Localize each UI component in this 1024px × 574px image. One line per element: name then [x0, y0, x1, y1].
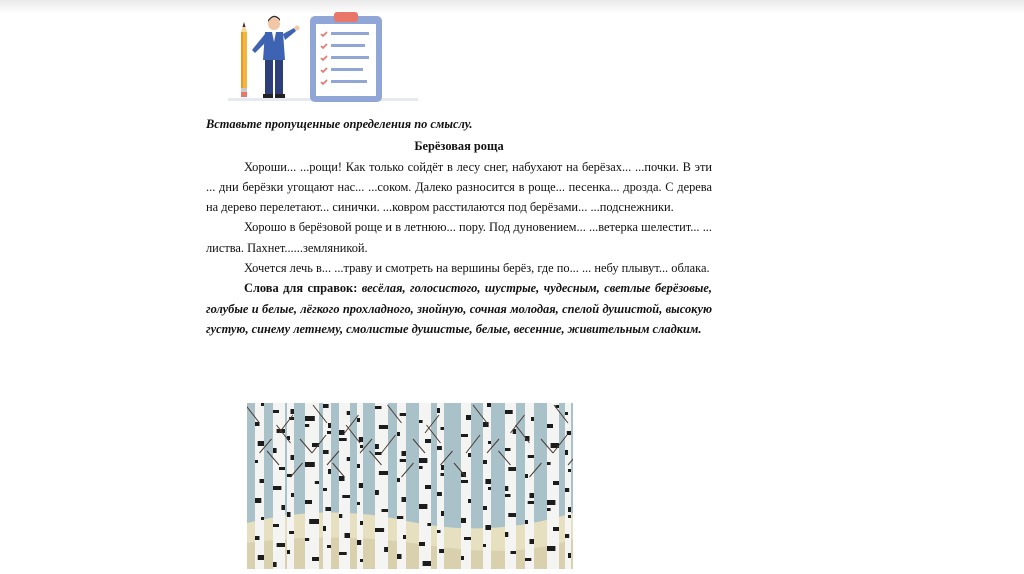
birch-bark-mark — [505, 410, 513, 414]
birch-bark-mark — [468, 453, 471, 457]
birch-bark-mark — [485, 525, 491, 530]
birch-bark-mark — [547, 462, 551, 465]
birch-bark-mark — [437, 492, 442, 496]
birch-bark-mark — [261, 403, 264, 406]
birch-bark-mark — [360, 559, 363, 562]
birch-bark-mark — [461, 480, 468, 483]
birch-bark-mark — [441, 427, 445, 430]
birch-bark-mark — [289, 531, 294, 534]
birch-bark-mark — [419, 458, 427, 463]
birch-bark-mark — [357, 464, 360, 468]
birch-bark-mark — [568, 515, 571, 518]
birch-bark-mark — [483, 460, 487, 464]
birch-bark-mark — [525, 474, 528, 478]
birch-bark-mark — [315, 481, 319, 484]
birch-bark-mark — [568, 507, 571, 512]
birch-bark-mark — [339, 430, 345, 435]
birch-bark-mark — [397, 554, 402, 559]
birch-bark-mark — [273, 524, 279, 527]
person-icon — [252, 16, 300, 98]
birch-bark-mark — [565, 488, 569, 492]
birch-bark-mark — [339, 514, 342, 518]
birch-bark-mark — [281, 505, 285, 510]
birch-bark-mark — [565, 450, 568, 455]
birch-bark-mark — [291, 455, 295, 460]
birch-trunk — [461, 403, 471, 569]
birch-bark-mark — [525, 520, 528, 524]
birch-bark-mark — [397, 432, 400, 436]
birch-trunk — [397, 403, 406, 569]
birch-bark-mark — [553, 527, 559, 531]
birch-bark-mark — [505, 486, 508, 491]
birch-bark-mark — [273, 448, 277, 453]
birch-bark-mark — [483, 544, 486, 547]
birch-bark-mark — [419, 542, 425, 546]
birch-bark-mark — [400, 413, 406, 416]
birch-bark-mark — [312, 557, 319, 561]
birch-bark-mark — [461, 518, 466, 523]
birch-bark-mark — [360, 521, 363, 525]
birch-bark-mark — [437, 408, 440, 413]
birch-bark-mark — [437, 530, 441, 533]
birch-bark-mark — [505, 448, 511, 451]
birch-bark-mark — [485, 479, 491, 484]
birch-bark-mark — [375, 490, 379, 495]
birch-bark-mark — [291, 409, 295, 414]
birch-trunk — [565, 403, 571, 569]
birch-bark-mark — [305, 424, 309, 427]
birch-bark-mark — [277, 543, 285, 547]
birch-bark-mark — [327, 545, 331, 548]
birch-grove-illustration — [247, 403, 573, 569]
birch-bark-mark — [441, 511, 444, 516]
birch-bark-mark — [339, 438, 347, 441]
birch-bark-mark — [287, 512, 291, 517]
birch-trunk — [287, 403, 294, 569]
birch-bark-mark — [425, 485, 431, 489]
birch-bark-mark — [359, 483, 363, 488]
birch-bark-mark — [525, 558, 531, 561]
birch-bark-mark — [397, 516, 403, 519]
document-body — [206, 114, 712, 339]
birch-bark-mark — [379, 425, 388, 429]
birch-bark-mark — [287, 550, 290, 554]
birch-bark-mark — [325, 507, 331, 511]
paragraph-1: Хороши... ...рощи! Как только сойдёт в лесу снег, набухают на берёзах... ...почки. В эти ... дни берёзки угощают нас... ...соком. Далеко разносится в роще... песенка... дрозда. С дерева на дерево перелетают... синички. ...ковром расстилаются под берёзами... ...подснежники. — [206, 159, 712, 215]
birch-bark-mark — [305, 500, 312, 504]
birch-bark-mark — [437, 446, 442, 450]
birch-bark-mark — [382, 509, 389, 512]
birch-bark-mark — [547, 500, 555, 505]
birch-bark-mark — [483, 506, 487, 510]
pencil-icon — [241, 22, 247, 97]
paragraph-2: Хорошо в берёзовой роще и в летнюю... пору. Под дуновением... ...ветерка шелестит... ... листва. Пахнет......земляникой. — [206, 220, 712, 255]
birch-bark-mark — [464, 537, 471, 540]
person-with-pencil-and-checklist-icon — [228, 10, 418, 106]
birch-trunk — [255, 403, 264, 569]
birch-bark-mark — [488, 441, 491, 444]
birch-bark-mark — [419, 420, 423, 423]
birch-bark-mark — [466, 415, 471, 420]
birch-bark-mark — [568, 469, 571, 472]
reference-label: Слова для справок: — [244, 281, 358, 296]
birch-bark-mark — [305, 416, 315, 421]
birch-bark-mark — [379, 471, 388, 475]
birch-bark-mark — [273, 562, 277, 567]
birch-bark-mark — [347, 411, 350, 415]
birch-bark-mark — [505, 494, 511, 497]
birch-bark-mark — [487, 403, 491, 407]
birch-bark-mark — [323, 404, 329, 408]
birch-bark-mark — [505, 532, 508, 537]
birch-bark-mark — [402, 497, 407, 502]
birch-bark-mark — [255, 460, 258, 463]
birch-bark-mark — [357, 502, 360, 505]
birch-bark-mark — [375, 528, 384, 532]
birch-bark-mark — [531, 417, 534, 421]
birch-bark-mark — [375, 444, 379, 449]
birch-bark-mark — [323, 526, 326, 531]
birch-bark-mark — [528, 501, 534, 504]
birch-bark-mark — [530, 493, 535, 498]
birch-trunk — [525, 403, 534, 569]
birch-bark-mark — [309, 519, 319, 524]
birch-bark-mark — [402, 451, 407, 456]
birch-bark-mark — [347, 457, 350, 461]
birch-bark-mark — [565, 534, 569, 538]
birch-bark-mark — [547, 424, 553, 428]
birch-bark-mark — [441, 473, 445, 476]
birch-bark-mark — [553, 481, 559, 485]
birch-bark-mark — [508, 513, 516, 517]
birch-bark-mark — [427, 523, 431, 526]
birch-bark-mark — [342, 495, 350, 498]
birch-bark-mark — [423, 561, 431, 566]
birch-bark-mark — [397, 478, 400, 482]
birch-bark-mark — [258, 441, 264, 446]
birch-bark-mark — [488, 487, 491, 490]
birch-bark-mark — [403, 535, 406, 539]
birch-bark-mark — [375, 452, 382, 455]
reference-words — [206, 278, 712, 339]
birch-bark-mark — [255, 498, 261, 503]
birch-bark-mark — [419, 466, 423, 469]
birch-bark-mark — [384, 547, 388, 552]
birch-bark-mark — [323, 450, 329, 454]
birch-bark-mark — [359, 437, 363, 442]
birch-bark-mark — [273, 486, 281, 490]
birch-bark-mark — [291, 493, 294, 497]
birch-bark-mark — [483, 422, 489, 427]
birch-trunk — [305, 403, 319, 569]
birch-bark-mark — [260, 479, 265, 483]
reference-list: весёлая, голосистого, шустрые, чудесным, светлые берёзовые, голубые и белые, лёгкого прохладного, знойную, сочная молодая, спелой душистой, высокую густую, синему летнему, смолистые душистые, белые, весенние, живительным сладким. — [206, 281, 712, 336]
birch-bark-mark — [261, 517, 264, 520]
clipboard-checklist-icon — [310, 12, 382, 102]
birch-bark-mark — [339, 552, 347, 555]
birch-bark-mark — [360, 445, 363, 448]
birch-bark-mark — [400, 459, 406, 462]
birch-bark-mark — [328, 469, 331, 474]
birch-bark-mark — [357, 540, 361, 545]
birch-bark-mark — [461, 556, 464, 560]
birch-bark-mark — [508, 467, 516, 471]
birch-bark-mark — [345, 533, 351, 538]
birch-bark-mark — [468, 499, 471, 503]
birch-bark-mark — [323, 488, 327, 491]
birch-bark-mark — [375, 406, 382, 409]
birch-bark-mark — [547, 508, 551, 511]
birch-bark-mark — [327, 431, 331, 434]
birch-bark-mark — [305, 462, 315, 467]
birch-bark-mark — [258, 555, 264, 560]
birch-bark-mark — [547, 546, 555, 551]
birch-bark-mark — [439, 549, 444, 553]
birch-bark-mark — [567, 431, 571, 435]
birch-bark-mark — [419, 504, 427, 509]
birch-bark-mark — [441, 465, 444, 470]
birch-bark-mark — [568, 553, 571, 558]
birch-bark-mark — [279, 467, 285, 470]
birch-bark-mark — [273, 410, 279, 413]
birch-bark-mark — [357, 418, 360, 422]
birch-bark-mark — [461, 434, 468, 437]
birch-bark-mark — [528, 455, 534, 458]
birch-bark-mark — [530, 539, 535, 544]
paragraph-3: Хочется лечь в... ...траву и смотреть на вершины берёз, где по... ... небу плывут... облака. — [244, 261, 710, 276]
slide-top-band — [0, 0, 1024, 14]
birch-bark-mark — [425, 439, 431, 443]
birch-bark-mark — [305, 538, 309, 541]
birch-bark-mark — [565, 412, 568, 415]
birch-bark-mark — [328, 423, 331, 428]
text-title: Берёзовая роща — [414, 139, 504, 154]
birch-bark-mark — [255, 536, 260, 540]
instruction-heading: Вставьте пропущенные определения по смыслу. — [206, 117, 473, 131]
birch-bark-mark — [511, 551, 517, 554]
